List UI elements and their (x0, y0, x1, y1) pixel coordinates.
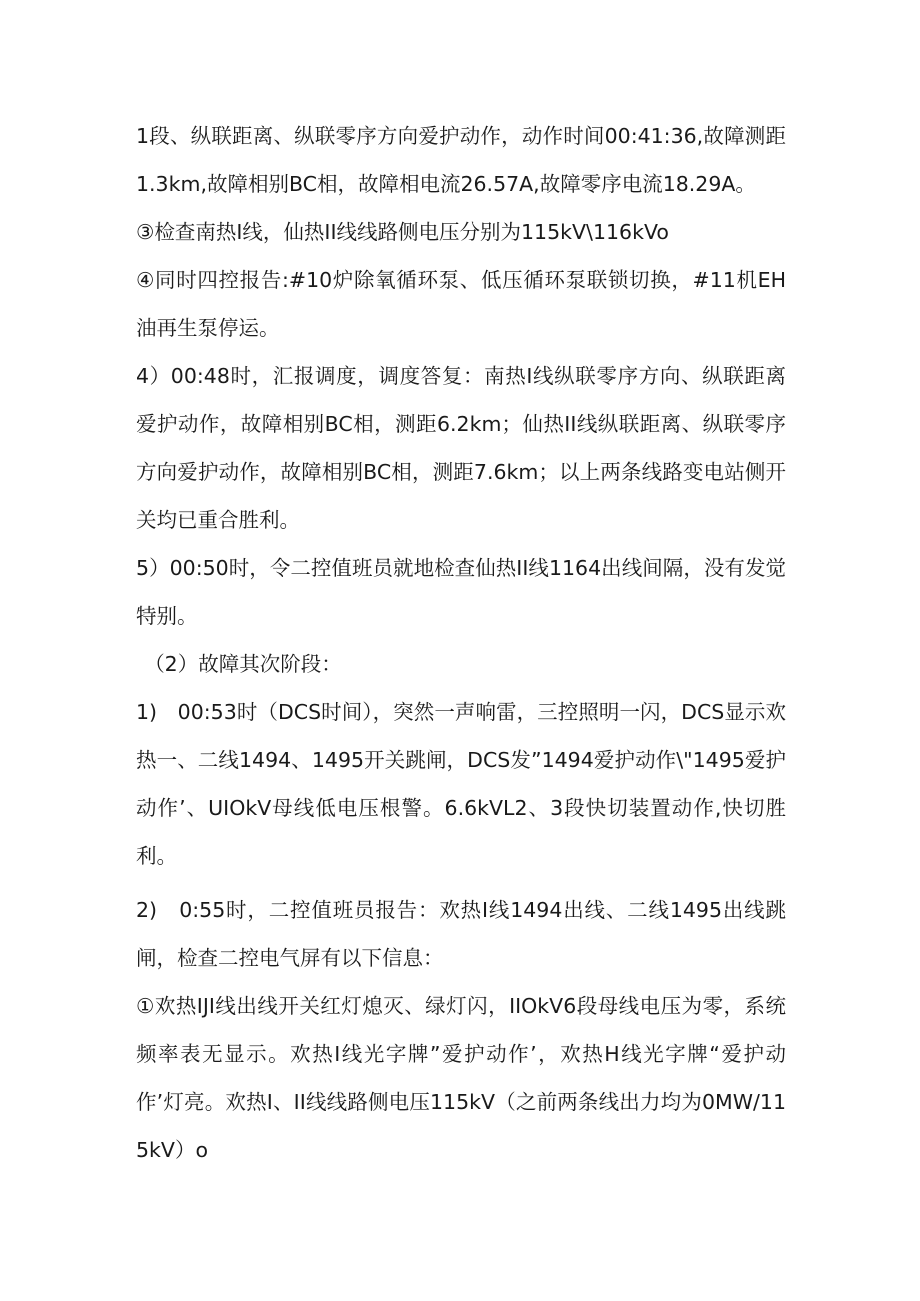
paragraph-onsite-check: 5）00:50时，令二控值班员就地检查仙热II线1164出线间隔，没有发觉特别。 (136, 556, 786, 628)
section-heading-second-stage: （2）故障其次阶段： (144, 652, 342, 676)
paragraph-lightning-trip: 1) 00:53时（DCS时间），突然一声响雷，三控照明一闪，DCS显示欢热一、二线1494、1495开关跳闸，DCS发”1494爱护动作\"1495爱护动作’、UIOkV母线低电压根警。6.6kVL2、3段快切装置动作,快切胜利。 (136, 700, 786, 868)
paragraph-check-voltage: ③检查南热I线，仙热II线线路侧电压分别为115kV\116kVo (136, 220, 669, 244)
paragraph-report-dispatch: 4）00:48时，汇报调度，调度答复：南热I线纵联零序方向、纵联距离爱护动作，故障相别BC相，测距6.2km；仙热II线纵联距离、纵联零序方向爱护动作，故障相别BC相，测距7.6km；以上两条线路变电站侧开关均已重合胜利。 (136, 364, 786, 532)
document-page (136, 112, 786, 1174)
paragraph-breaker-status: ①欢热IJI线出线开关红灯熄灭、绿灯闪，IIOkV6段母线电压为零，系统频率表无显示。欢热I线光字牌”爱护动作’，欢热H线光字牌“爱护动作’灯亮。欢热I、II线线路侧电压115kV（之前两条线出力均为0MW/115kV）o (136, 994, 786, 1162)
paragraph-protection-action: 1段、纵联距离、纵联零序方向爱护动作，动作时间00:41:36,故障测距1.3km,故障相别BC相，故障相电流26.57A,故障零序电流18.29A。 (136, 124, 786, 196)
paragraph-second-control-report: 2) 0:55时，二控值班员报告：欢热I线1494出线、二线1495出线跳闸，检查二控电气屏有以下信息： (136, 898, 786, 970)
paragraph-fourth-control-report: ④同时四控报告:#10炉除氧循环泵、低压循环泵联锁切换，#11机EH油再生泵停运。 (136, 268, 786, 340)
